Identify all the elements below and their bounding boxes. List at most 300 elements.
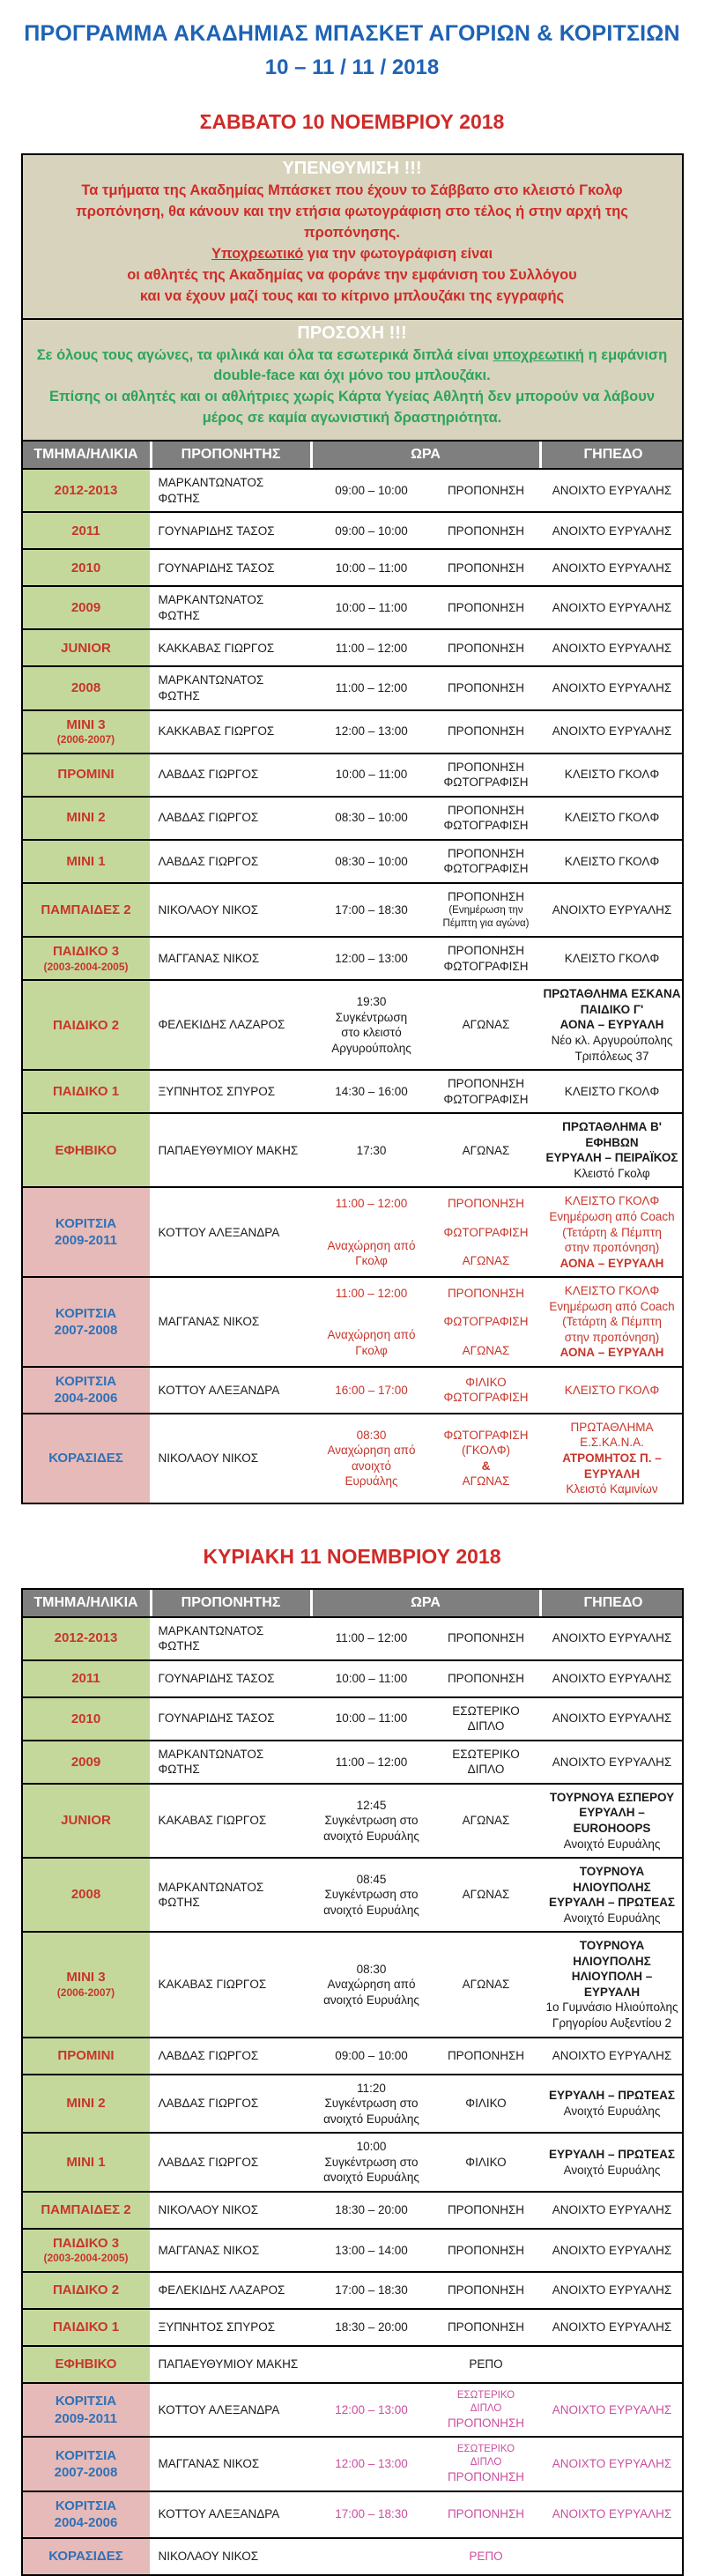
time-cell: [310, 2384, 434, 2436]
coach-cell: [150, 884, 310, 936]
session-type-cell: [434, 550, 539, 585]
session-type-cell: [434, 1741, 539, 1783]
coach-name: ΓΟΥΝΑΡΙΔΗΣ ΤΑΣΟΣ: [158, 1711, 275, 1726]
team-cell: [23, 2038, 150, 2074]
line-spacer: [314, 1212, 430, 1225]
team-label: 2009: [70, 1754, 101, 1770]
cell-line: ΠΑΙΔΙΚΟ Γ': [580, 1002, 644, 1016]
team-cell: [23, 2384, 150, 2436]
session-type-cell: [434, 1859, 539, 1931]
schedule-row: [23, 839, 682, 882]
cell-line: 12:00 – 13:00: [335, 2457, 408, 2471]
team-cell: [23, 1741, 150, 1783]
cell-line: ΔΙΠΛΟ: [467, 1719, 505, 1733]
time-cell: [310, 1071, 434, 1112]
schedule-row: [23, 2074, 682, 2133]
cell-line: Τριπόλεως 37: [574, 1049, 649, 1063]
coach-name: ΓΟΥΝΑΡΙΔΗΣ ΤΑΣΟΣ: [158, 560, 275, 575]
venue-cell: [539, 2492, 685, 2537]
team-label: JUNIOR: [61, 640, 111, 656]
team-cell: [23, 587, 150, 628]
coach-name: ΚΟΤΤΟΥ ΑΛΕΞΑΝΔΡΑ: [158, 1383, 280, 1397]
coach-name: ΛΑΒΔΑΣ ΓΙΩΡΓΟΣ: [158, 2155, 259, 2169]
cell-line: 13:00 – 14:00: [335, 2243, 408, 2257]
schedule-row: [23, 665, 682, 709]
venue-cell: [539, 1618, 685, 1659]
coach-cell: [150, 1698, 310, 1740]
coach-name: ΜΑΓΓΑΝΑΣ ΝΙΚΟΣ: [158, 2457, 260, 2471]
header-cell: ΤΜΗΜΑ/ΗΛΙΚΙΑ: [33, 447, 138, 463]
cell-line: ΗΛΙΟΥΠΟΛΗΣ: [573, 1880, 651, 1894]
team-cell: [23, 841, 150, 882]
coach-cell: [150, 1368, 310, 1413]
team-cell: [23, 938, 150, 979]
session-type-cell: [434, 2193, 539, 2228]
session-type-cell: [434, 630, 539, 665]
venue-cell: [539, 884, 685, 936]
coach-cell: [150, 2038, 310, 2074]
cell-line: ΠΡΟΠΟΝΗΣΗ: [447, 803, 525, 817]
cell-line: ΠΡΟΠΟΝΗΣΗ: [447, 724, 525, 739]
cell-line: ΑΓΩΝΑΣ: [462, 1888, 510, 1902]
cell-line: Αναχώρηση από: [327, 1238, 416, 1252]
team-label: ΚΟΡΙΤΣΙΑ: [55, 2498, 117, 2513]
cell-line: ΗΛΙΟΥΠΟΛΗ –: [571, 1970, 653, 1984]
team-label: JUNIOR: [61, 1813, 111, 1829]
cell-line: ΠΡΟΠΟΝΗΣΗ: [447, 2048, 525, 2062]
venue-cell: [539, 2038, 685, 2074]
cell-line: ανοιχτό Ευρυάλης: [323, 2112, 419, 2126]
venue-cell: [539, 1188, 685, 1276]
coach-cell: [150, 550, 310, 585]
cell-line: 09:00 – 10:00: [335, 2048, 408, 2062]
cell-line: 09:00 – 10:00: [335, 483, 408, 497]
team-label: (2003-2004-2005): [43, 2252, 129, 2265]
cell-line: Αναχώρηση από: [327, 1328, 416, 1342]
cell-line: 11:20: [357, 2081, 386, 2095]
coach-cell: [150, 2539, 310, 2574]
coach-cell: [150, 1278, 310, 1366]
schedule-row: [23, 511, 682, 548]
cell-line: ΑΓΩΝΑΣ: [462, 1474, 510, 1488]
coach-cell: [150, 1933, 310, 2036]
cell-line: ΠΡΟΠΟΝΗΣΗ: [447, 2203, 525, 2217]
team-cell: [23, 2230, 150, 2271]
cell-line: ΠΡΟΠΟΝΗΣΗ: [447, 1286, 525, 1300]
venue-cell: [539, 1661, 685, 1696]
team-label: MINI 3: [66, 1970, 106, 1986]
cell-line: ΠΡΟΠΟΝΗΣΗ: [447, 1671, 525, 1685]
coach-cell: [150, 1785, 310, 1857]
cell-line: στην προπόνηση): [564, 1241, 660, 1255]
cell-line: Αναχώρηση από: [327, 1444, 416, 1458]
cell-line: 09:00 – 10:00: [335, 523, 408, 538]
time-cell: [310, 630, 434, 665]
team-label: ΠΑΜΠΑΙΔΕΣ 2: [41, 2202, 131, 2218]
coach-name: ΜΑΓΓΑΝΑΣ ΝΙΚΟΣ: [158, 1315, 260, 1329]
team-label: (2003-2004-2005): [43, 960, 129, 973]
notice-line: Υποχρεωτικό για την φωτογράφιση είναι: [211, 245, 493, 262]
cell-line: ΑΝΟΙΧΤΟ ΕΥΡΥΑΛΗΣ: [552, 1671, 672, 1685]
coach-name: ΚΑΚΚΑΒΑΣ ΓΙΩΡΓΟΣ: [158, 724, 275, 739]
venue-cell: [539, 1698, 685, 1740]
session-type-cell: [434, 1278, 539, 1366]
cell-line: Γκολφ: [355, 1343, 388, 1357]
cell-line: ΑΝΟΙΧΤΟ ΕΥΡΥΑΛΗΣ: [552, 483, 672, 497]
cell-line: ΕΦΗΒΩΝ: [585, 1135, 639, 1149]
time-cell: [310, 587, 434, 628]
header-cell: ΓΗΠΕΔΟ: [539, 1590, 685, 1616]
time-cell: [310, 470, 434, 511]
coach-cell: [150, 798, 310, 839]
cell-line: 10:00 – 11:00: [335, 560, 408, 575]
time-cell: [310, 884, 434, 936]
venue-cell: [539, 1414, 685, 1503]
cell-line: Ενημέρωση από Coach: [549, 1209, 675, 1223]
cell-line: 11:00 – 12:00: [335, 1755, 408, 1769]
coach-cell: [150, 2134, 310, 2191]
cell-line: ΑΝΟΙΧΤΟ ΕΥΡΥΑΛΗΣ: [552, 2243, 672, 2257]
reminder-title: ΥΠΕΝΘΥΜΙΣΗ !!!: [282, 159, 422, 178]
team-cell: [23, 1698, 150, 1740]
notice-line: Τα τμήματα της Ακαδημίας Μπάσκετ που έχουν το Σάββατο στο κλειστό Γκολφ προπόνηση, θα κάνουν και την ετήσια φωτογράφιση στο τέλος ή στην αρχή της προπόνησης.: [76, 182, 628, 241]
line-spacer: [314, 1301, 430, 1314]
venue-cell: [539, 2438, 685, 2490]
schedule-row: [23, 628, 682, 665]
coach-name: ΛΑΒΔΑΣ ΓΙΩΡΓΟΣ: [158, 811, 259, 825]
coach-name: ΜΑΓΓΑΝΑΣ ΝΙΚΟΣ: [158, 2243, 260, 2257]
time-cell: [310, 1741, 434, 1783]
coach-cell: [150, 1618, 310, 1659]
cell-line: ΠΡΟΠΟΝΗΣΗ: [447, 560, 525, 575]
coach-cell: [150, 587, 310, 628]
session-type-cell: [434, 981, 539, 1069]
cell-line: ΑΝΟΙΧΤΟ ΕΥΡΥΑΛΗΣ: [552, 681, 672, 695]
session-type-cell: [434, 1114, 539, 1186]
session-type-cell: [434, 587, 539, 628]
cell-line: ανοιχτό: [352, 1459, 391, 1473]
coach-cell: [150, 1741, 310, 1783]
time-cell: [310, 550, 434, 585]
session-type-cell: [434, 1071, 539, 1112]
team-cell: [23, 1114, 150, 1186]
cell-line: 11:00 – 12:00: [335, 1631, 408, 1645]
cell-line: ΕΥΡΥΑΛΗ – ΠΡΩΤΕΑΣ: [549, 2089, 675, 2103]
coach-name: ΦΩΤΗΣ: [158, 1896, 200, 1910]
reminder-notice: [23, 155, 682, 318]
coach-name: ΚΑΚΑΒΑΣ ΓΙΩΡΓΟΣ: [158, 1978, 267, 1992]
cell-line: ΚΛΕΙΣΤΟ ΓΚΟΛΦ: [564, 952, 660, 966]
cell-line: ΦΩΤΟΓΡΑΦΙΣΗ: [443, 862, 529, 876]
cell-line: ΡΕΠΟ: [469, 2357, 503, 2372]
session-type-cell: [434, 2492, 539, 2537]
attention-notice: [23, 318, 682, 441]
cell-line: ΠΡΩΤΑΘΛΗΜΑ Β': [562, 1120, 662, 1134]
cell-line: ΦΩΤΟΓΡΑΦΙΣΗ: [443, 1428, 529, 1442]
cell-line: 12:00 – 13:00: [335, 724, 408, 739]
cell-line: 1ο Γυμνάσιο Ηλιούπολης: [545, 2001, 678, 2015]
team-cell: [23, 2134, 150, 2191]
venue-cell: [539, 798, 685, 839]
cell-line: ανοιχτό Ευρυάλης: [323, 1829, 419, 1843]
schedule-row: [23, 1186, 682, 1276]
team-cell: [23, 1859, 150, 1931]
venue-cell: [539, 1933, 685, 2036]
team-label: ΠΑΙΔΙΚΟ 3: [52, 944, 120, 960]
cell-line: ΑΓΩΝΑΣ: [462, 1143, 510, 1157]
cell-line: 17:30: [356, 1143, 387, 1157]
team-cell: [23, 711, 150, 753]
schedule-row: [23, 1931, 682, 2036]
cell-line: ΠΡΟΠΟΝΗΣΗ: [447, 2507, 525, 2521]
schedule-row: [23, 1616, 682, 1659]
session-type-cell: [434, 667, 539, 709]
cell-line: ΕΣΩΤΕΡΙΚΟ: [452, 1704, 520, 1718]
team-cell: [23, 470, 150, 511]
cell-line: 12:45: [356, 1798, 387, 1812]
schedule-row: [23, 2537, 682, 2574]
team-cell: [23, 630, 150, 665]
line-spacer: [437, 1212, 536, 1225]
cell-line: ΑΝΟΙΧΤΟ ΕΥΡΥΑΛΗΣ: [552, 2320, 672, 2335]
header-cell: ΠΡΟΠΟΝΗΤΗΣ: [150, 1590, 310, 1616]
session-type-cell: [434, 938, 539, 979]
venue-cell: [539, 2347, 685, 2382]
session-type-cell: [434, 884, 539, 936]
attention-body: [37, 345, 668, 430]
team-label: ΠΡΟΜΙΝΙ: [57, 767, 115, 783]
schedule-row: [23, 1696, 682, 1740]
coach-cell: [150, 2347, 310, 2382]
team-cell: [23, 981, 150, 1069]
line-spacer: [437, 1301, 536, 1314]
time-cell: [310, 1661, 434, 1696]
time-cell: [310, 2347, 434, 2382]
cell-line: ΚΛΕΙΣΤΟ ΓΚΟΛΦ: [564, 768, 660, 782]
cell-line: ΕΥΡΥΑΛΗ – ΠΡΩΤΕΑΣ: [549, 2147, 675, 2161]
team-label: MINI 1: [66, 2154, 106, 2170]
team-label: ΕΦΗΒΙΚΟ: [55, 2357, 117, 2372]
venue-cell: [539, 2310, 685, 2345]
venue-cell: [539, 1114, 685, 1186]
cell-line: Ανοιχτό Ευρυάλης: [563, 1837, 661, 1851]
cell-line: ΕΥΡΥΑΛΗ: [583, 1985, 641, 1999]
cell-line: ΕΥΡΥΑΛΗ –: [579, 1806, 645, 1820]
cell-line: ΚΛΕΙΣΤΟ ΓΚΟΛΦ: [564, 1084, 660, 1098]
venue-cell: [539, 2539, 685, 2574]
cell-line: 12:00 – 13:00: [335, 2402, 408, 2416]
cell-line: ΦΩΤΟΓΡΑΦΙΣΗ: [443, 1391, 529, 1405]
cell-line: ΠΡΟΠΟΝΗΣΗ: [447, 889, 525, 903]
coach-name: ΜΑΡΚΑΝΤΩΝΑΤΟΣ: [158, 1880, 264, 1894]
cell-line: ΕΣΩΤΕΡΙΚΟ: [456, 2444, 515, 2455]
cell-line: ΑΓΩΝΑΣ: [462, 1978, 510, 1992]
reminder-body: [37, 181, 668, 308]
coach-cell: [150, 667, 310, 709]
cell-line: ΑΝΟΙΧΤΟ ΕΥΡΥΑΛΗΣ: [552, 2457, 672, 2471]
time-cell: [310, 1278, 434, 1366]
cell-line: 08:30 – 10:00: [335, 811, 408, 825]
time-cell: [310, 2310, 434, 2345]
cell-line: 10:00 – 11:00: [335, 768, 408, 782]
team-cell: [23, 2539, 150, 2574]
line-spacer: [437, 1240, 536, 1253]
cell-line: 08:30: [356, 1962, 387, 1976]
coach-name: ΝΙΚΟΛΑΟΥ ΝΙΚΟΣ: [158, 902, 259, 917]
schedule-row: [23, 1659, 682, 1696]
coach-cell: [150, 938, 310, 979]
cell-line: Γκολφ: [355, 1254, 388, 1268]
venue-cell: [539, 2134, 685, 2191]
cell-line: 17:00 – 18:30: [335, 2507, 408, 2521]
session-type-cell: [434, 2230, 539, 2271]
cell-line: 10:00 – 11:00: [335, 1711, 408, 1726]
cell-line: ΤΟΥΡΝΟΥΑ: [579, 1939, 645, 1953]
saturday-table: [21, 440, 684, 1503]
coach-cell: [150, 2230, 310, 2271]
coach-name: ΛΑΒΔΑΣ ΓΙΩΡΓΟΣ: [158, 854, 259, 868]
team-cell: [23, 1933, 150, 2036]
cell-line: Συγκέντρωση στο: [324, 1888, 419, 1902]
cell-line: (Τετάρτη & Πέμπτη: [562, 1225, 662, 1239]
cell-line: ΕΥΡΥΑΛΗ: [583, 1466, 641, 1481]
session-type-cell: [434, 2347, 539, 2382]
team-label: 2008: [70, 680, 101, 696]
session-type-cell: [434, 711, 539, 753]
cell-line: ΗΛΙΟΥΠΟΛΗΣ: [573, 1954, 651, 1968]
team-cell: [23, 798, 150, 839]
schedule-row: [23, 548, 682, 585]
cell-line: ΠΡΟΠΟΝΗΣΗ: [447, 846, 525, 860]
schedule-row: [23, 2491, 682, 2537]
cell-line: ΤΟΥΡΝΟΥΑ: [579, 1865, 645, 1879]
venue-cell: [539, 1741, 685, 1783]
time-cell: [310, 711, 434, 753]
venue-cell: [539, 2193, 685, 2228]
cell-line: ΠΡΟΠΟΝΗΣΗ: [447, 483, 525, 497]
session-type-cell: [434, 470, 539, 511]
session-type-cell: [434, 1414, 539, 1503]
team-cell: [23, 2310, 150, 2345]
cell-line: ανοιχτό Ευρυάλης: [323, 1993, 419, 2007]
team-label: 2007-2008: [54, 1323, 118, 1338]
time-cell: [310, 2193, 434, 2228]
cell-line: ΑΟΝΑ – ΕΥΡΥΑΛΗ: [559, 1018, 664, 1032]
cell-line: 10:00: [356, 2140, 387, 2154]
cell-line: 10:00 – 11:00: [335, 601, 408, 615]
time-cell: [310, 798, 434, 839]
cell-line: ΕΣΩΤΕΡΙΚΟ: [452, 1747, 520, 1761]
cell-line: ΑΟΝΑ – ΕΥΡΥΑΛΗ: [559, 1256, 664, 1270]
venue-cell: [539, 630, 685, 665]
cell-line: Πέμπτη για αγώνα): [442, 918, 530, 930]
team-label: ΠΑΙΔΙΚΟ 1: [52, 1083, 120, 1099]
team-label: MINI 2: [66, 810, 106, 826]
team-label: ΠΑΙΔΙΚΟ 2: [52, 2283, 120, 2298]
session-type-cell: [434, 1785, 539, 1857]
time-cell: [310, 2075, 434, 2133]
team-label: 2007-2008: [54, 2465, 118, 2481]
time-cell: [310, 513, 434, 548]
table-header-row: [23, 442, 682, 468]
schedule-row: [23, 882, 682, 936]
cell-line: ΦΩΤΟΓΡΑΦΙΣΗ: [443, 1092, 529, 1106]
cell-line: ΑΝΟΙΧΤΟ ΕΥΡΥΑΛΗΣ: [552, 641, 672, 655]
schedule-row: [23, 1112, 682, 1186]
cell-line: ΑΓΩΝΑΣ: [462, 1018, 510, 1032]
sunday-table: [21, 1588, 684, 2576]
session-type-cell: [434, 1933, 539, 2036]
coach-name: ΓΟΥΝΑΡΙΔΗΣ ΤΑΣΟΣ: [158, 523, 275, 538]
cell-line: ΑΝΟΙΧΤΟ ΕΥΡΥΑΛΗΣ: [552, 2203, 672, 2217]
team-cell: [23, 2492, 150, 2537]
session-type-cell: [434, 1698, 539, 1740]
cell-line: ΕΣΩΤΕΡΙΚΟ: [456, 2389, 515, 2401]
saturday-heading: ΣΑΒΒΑΤΟ 10 ΝΟΕΜΒΡΙΟΥ 2018: [199, 110, 505, 133]
session-type-cell: [434, 1368, 539, 1413]
session-type-cell: [434, 1188, 539, 1276]
schedule-row: [23, 1413, 682, 1503]
coach-name: ΚΟΤΤΟΥ ΑΛΕΞΑΝΔΡΑ: [158, 2402, 280, 2416]
team-cell: [23, 2075, 150, 2133]
saturday-table: [21, 440, 684, 1503]
schedule-row: [23, 1783, 682, 1857]
cell-line: ΑΝΟΙΧΤΟ ΕΥΡΥΑΛΗΣ: [552, 523, 672, 538]
coach-name: ΠΑΠΑΕΥΘΥΜΙΟΥ ΜΑΚΗΣ: [158, 2357, 299, 2372]
notice-line: οι αθλητές της Ακαδημίας να φοράνε την εμφάνιση του Συλλόγου: [127, 266, 577, 283]
cell-line: ΠΡΟΠΟΝΗΣΗ: [447, 1196, 525, 1210]
schedule-row: [23, 1366, 682, 1413]
venue-cell: [539, 938, 685, 979]
team-label: MINI 2: [66, 2096, 106, 2112]
coach-name: ΚΟΤΤΟΥ ΑΛΕΞΑΝΔΡΑ: [158, 2507, 280, 2521]
time-cell: [310, 2438, 434, 2490]
coach-name: ΜΑΡΚΑΝΤΩΝΑΤΟΣ ΦΩΤΗΣ: [158, 1623, 264, 1653]
coach-cell: [150, 2384, 310, 2436]
time-cell: [310, 1368, 434, 1413]
cell-line: Αναχώρηση από: [327, 1978, 416, 1992]
venue-cell: [539, 2273, 685, 2308]
cell-line: ΠΡΟΠΟΝΗΣΗ: [447, 2243, 525, 2257]
cell-line: ανοιχτό Ευρυάλης: [323, 1903, 419, 1917]
team-cell: [23, 2438, 150, 2490]
cell-line: ΠΡΟΠΟΝΗΣΗ: [447, 760, 525, 774]
team-label: (2006-2007): [56, 733, 115, 746]
header-cell: ΓΗΠΕΔΟ: [539, 442, 685, 468]
session-type-cell: [434, 513, 539, 548]
cell-line: 18:30 – 20:00: [335, 2320, 408, 2335]
team-cell: [23, 1188, 150, 1276]
cell-line: ανοιχτό Ευρυάλης: [323, 2171, 419, 2185]
cell-line: 08:30: [356, 1428, 387, 1442]
cell-line: Γρηγορίου Αυξεντίου 2: [552, 2016, 672, 2030]
cell-line: ΑΝΟΙΧΤΟ ΕΥΡΥΑΛΗΣ: [552, 1631, 672, 1645]
team-label: ΚΟΡΑΣΙΔΕΣ: [48, 1450, 123, 1466]
coach-name: ΠΑΠΑΕΥΘΥΜΙΟΥ ΜΑΚΗΣ: [158, 1143, 299, 1157]
venue-cell: [539, 841, 685, 882]
cell-line: ΦΩΤΟΓΡΑΦΙΣΗ: [443, 1225, 529, 1239]
schedule-row: [23, 753, 682, 796]
cell-line: στην προπόνηση): [564, 1330, 660, 1344]
cell-line: Συγκέντρωση στο: [324, 2155, 419, 2169]
cell-line: Συγκέντρωση: [335, 1010, 408, 1024]
cell-line: 16:00 – 17:00: [335, 1383, 408, 1397]
team-cell: [23, 884, 150, 936]
cell-line: Ευρυάλης: [345, 1474, 398, 1488]
cell-line: ΑΝΟΙΧΤΟ ΕΥΡΥΑΛΗΣ: [552, 2283, 672, 2298]
line-spacer: [314, 1314, 430, 1327]
time-cell: [310, 2539, 434, 2574]
